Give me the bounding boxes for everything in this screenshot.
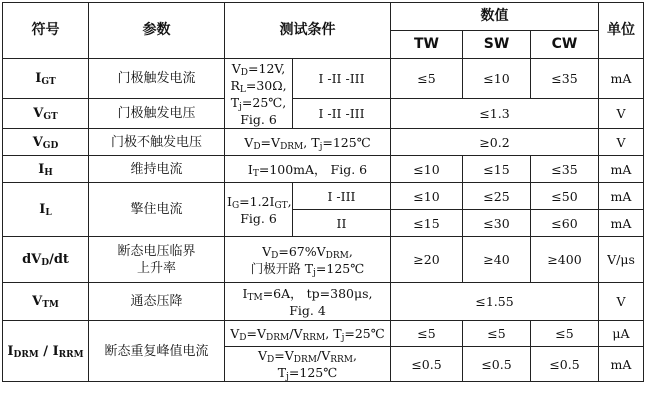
quadrant-il-1: I -III <box>293 183 391 210</box>
header-values: 数值 <box>391 3 599 31</box>
il-1-cw: ≤50 <box>531 183 599 210</box>
param-dvdt: 断态电压临界 上升率 <box>89 237 225 283</box>
ih-unit: mA <box>599 156 644 183</box>
vtm-value: ≤1.55 <box>391 283 599 321</box>
idrm-2-unit: mA <box>599 347 644 382</box>
symbol-vgd: $V_{GD}$ <box>3 129 89 156</box>
symbol-igt: $I_{GT}$ <box>3 59 89 99</box>
header-parameter: 参数 <box>89 3 225 59</box>
idrm-2-tw: ≤0.5 <box>391 347 463 382</box>
spec-table-wrapper <box>2 2 644 382</box>
header-cw: CW <box>531 31 599 59</box>
dvdt-unit: V/μs <box>599 237 644 283</box>
vtm-unit: V <box>599 283 644 321</box>
row-vgd <box>3 129 644 156</box>
param-ih: 维持电流 <box>89 156 225 183</box>
symbol-vgt: $V_{GT}$ <box>3 99 89 129</box>
row-vgt <box>3 99 644 129</box>
param-vgd: 门极不触发电压 <box>89 129 225 156</box>
condition-vgd: $V_D=V_{DRM}$, $T_j=125℃$ <box>225 129 391 156</box>
symbol-dvdt: $dV_D/dt$ <box>3 237 89 283</box>
vgt-unit: V <box>599 99 644 129</box>
condition-il: $I_G=1.2I_{GT}$, Fig. 6 <box>225 183 293 237</box>
row-igt <box>3 59 644 99</box>
header-sw: SW <box>463 31 531 59</box>
symbol-il: $I_L$ <box>3 183 89 237</box>
condition-ih: $I_T=100mA$， Fig. 6 <box>225 156 391 183</box>
condition-vtm: $I_{TM}=6A$， tp=380μs, Fig. 4 <box>225 283 391 321</box>
header-conditions: 测试条件 <box>225 3 391 59</box>
symbol-ih: $I_H$ <box>3 156 89 183</box>
header-row-1 <box>3 3 644 31</box>
il-2-tw: ≤15 <box>391 210 463 237</box>
condition-dvdt: $V_D=67\%V_{DRM}$, 门极开路 $T_j=125℃$ <box>225 237 391 283</box>
condition-idrm-1: $V_D=V_{DRM}/V_{RRM}$, $T_j=25℃$ <box>225 321 391 347</box>
header-unit: 单位 <box>599 3 644 59</box>
header-symbol: 符号 <box>3 3 89 59</box>
symbol-idrm: $I_{DRM} / I_{RRM}$ <box>3 321 89 382</box>
electrical-characteristics-table <box>2 2 644 382</box>
dvdt-tw: ≥20 <box>391 237 463 283</box>
il-1-sw: ≤25 <box>463 183 531 210</box>
symbol-vtm: $V_{TM}$ <box>3 283 89 321</box>
il-1-unit: mA <box>599 183 644 210</box>
vgd-unit: V <box>599 129 644 156</box>
il-2-unit: mA <box>599 210 644 237</box>
il-1-tw: ≤10 <box>391 183 463 210</box>
ih-sw: ≤15 <box>463 156 531 183</box>
quadrant-igt: I -II -III <box>293 59 391 99</box>
il-2-cw: ≤60 <box>531 210 599 237</box>
vgt-value: ≤1.3 <box>391 99 599 129</box>
param-idrm: 断态重复峰值电流 <box>89 321 225 382</box>
dvdt-cw: ≥400 <box>531 237 599 283</box>
row-idrm-1 <box>3 321 644 347</box>
il-2-sw: ≤30 <box>463 210 531 237</box>
igt-sw: ≤10 <box>463 59 531 99</box>
condition-igt-vgt: $V_D=12V$, $R_L=30\Omega$, $T_j=25℃$, Fig. 6 <box>225 59 293 129</box>
idrm-1-tw: ≤5 <box>391 321 463 347</box>
idrm-1-cw: ≤5 <box>531 321 599 347</box>
ih-tw: ≤10 <box>391 156 463 183</box>
row-ih <box>3 156 644 183</box>
idrm-2-cw: ≤0.5 <box>531 347 599 382</box>
igt-cw: ≤35 <box>531 59 599 99</box>
idrm-2-sw: ≤0.5 <box>463 347 531 382</box>
vgd-value: ≥0.2 <box>391 129 599 156</box>
row-il-1 <box>3 183 644 210</box>
ih-cw: ≤35 <box>531 156 599 183</box>
idrm-1-unit: μA <box>599 321 644 347</box>
param-igt: 门极触发电流 <box>89 59 225 99</box>
param-vtm: 通态压降 <box>89 283 225 321</box>
igt-unit: mA <box>599 59 644 99</box>
quadrant-il-2: II <box>293 210 391 237</box>
param-vgt: 门极触发电压 <box>89 99 225 129</box>
quadrant-vgt: I -II -III <box>293 99 391 129</box>
igt-tw: ≤5 <box>391 59 463 99</box>
dvdt-sw: ≥40 <box>463 237 531 283</box>
idrm-1-sw: ≤5 <box>463 321 531 347</box>
condition-idrm-2: $V_D=V_{DRM}/V_{RRM}$, $T_j=125℃$ <box>225 347 391 382</box>
header-tw: TW <box>391 31 463 59</box>
row-dvdt <box>3 237 644 283</box>
param-il: 擎住电流 <box>89 183 225 237</box>
row-vtm <box>3 283 644 321</box>
